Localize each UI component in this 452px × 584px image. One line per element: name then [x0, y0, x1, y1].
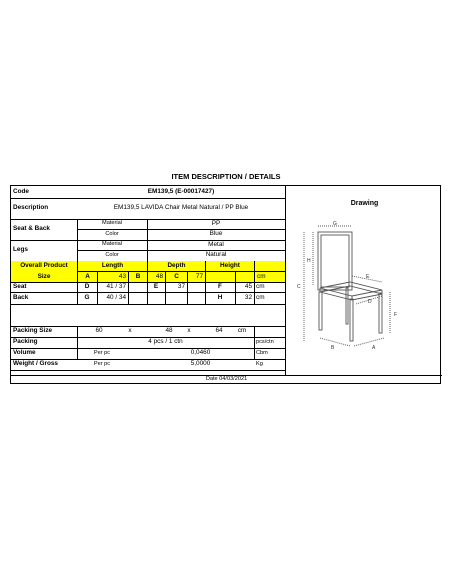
overall-blank-2: [206, 272, 235, 282]
e-value: 37: [177, 282, 185, 290]
dim-e: E: [366, 274, 370, 280]
dim-f: F: [394, 312, 398, 318]
dim-h: H: [307, 258, 311, 264]
packing-unit: pcs/ctn: [256, 338, 274, 345]
weight-unit: Kg: [256, 360, 263, 367]
letter-d: D: [84, 282, 90, 290]
back-label: Back: [13, 293, 29, 301]
weight-value: 5,0000: [190, 360, 211, 368]
volume-per: Per pc: [93, 349, 111, 356]
seat-label: Seat: [13, 282, 27, 290]
drawing-label: Drawing: [350, 200, 379, 207]
letter-h: H: [217, 293, 223, 301]
height-header: Height: [206, 261, 254, 272]
letter-b: B: [129, 272, 147, 282]
packing-height: 64: [215, 327, 223, 335]
back-unit: cm: [256, 293, 265, 301]
description-label: Description: [13, 204, 49, 212]
packing-length: 60: [95, 327, 103, 335]
chair-drawing: [286, 216, 443, 376]
legs-color-label: Color: [105, 251, 119, 258]
letter-f: F: [218, 282, 222, 290]
dim-d: D: [368, 299, 372, 305]
packing-size-label: Packing Size: [13, 327, 53, 335]
dim-g: G: [333, 221, 337, 227]
dim-c: C: [297, 284, 301, 290]
date: Date 04/03/2021: [205, 376, 248, 383]
weight-label: Weight / Gross: [13, 360, 58, 368]
c-value: 77: [188, 272, 205, 282]
h-value: 32: [244, 293, 252, 301]
overall-product-label: Overall Product: [11, 261, 77, 272]
seat-back-color: Blue: [209, 230, 223, 238]
letter-e: E: [153, 282, 159, 290]
letter-g: G: [84, 293, 90, 301]
code-value: EM139,5 (E-00017427): [147, 187, 215, 195]
d-value: 41 / 37: [106, 282, 126, 290]
dim-b: B: [331, 345, 335, 351]
f-value: 45: [244, 282, 252, 290]
length-header: Length: [78, 261, 147, 272]
item-sheet: [10, 185, 441, 384]
legs-material-label: Material: [102, 241, 122, 248]
packing-width: 48: [165, 327, 173, 335]
legs-color: Natural: [205, 251, 227, 259]
packing-x2: x: [187, 327, 191, 335]
letter-a: A: [78, 272, 97, 282]
seat-back-material-label: Material: [102, 220, 122, 227]
packing-size-unit: cm: [237, 327, 247, 335]
weight-per: Per pc: [93, 360, 111, 367]
legs-material: Metal: [208, 240, 224, 248]
description-value: EM139,5 LAVIDA Chair Metal Natural / PP Blue: [113, 204, 249, 212]
volume-value: 0,0460: [190, 349, 211, 357]
volume-label: Volume: [13, 349, 36, 357]
seat-unit: cm: [256, 282, 265, 290]
seat-back-material: PP: [211, 219, 221, 227]
volume-unit: Cbm: [256, 349, 268, 356]
page-title: ITEM DESCRIPTION / DETAILS: [171, 172, 281, 181]
letter-c: C: [166, 272, 187, 282]
g-value: 40 / 34: [106, 293, 126, 301]
depth-header: Depth: [148, 261, 205, 272]
seat-back-label: Seat & Back: [13, 225, 50, 233]
packing-label: Packing: [13, 338, 38, 346]
code-label: Code: [13, 187, 29, 195]
drawing-panel: [285, 186, 442, 376]
packing-x1: x: [128, 327, 132, 335]
b-value: 48: [148, 272, 165, 282]
legs-label: Legs: [13, 246, 28, 254]
a-value: 43: [98, 272, 128, 282]
packing-value: 4 pcs / 1 ctn: [148, 338, 183, 346]
overall-blank-3: [236, 272, 254, 282]
overall-unit: cm: [255, 272, 285, 282]
overall-size-label: Size: [11, 272, 77, 282]
dim-a: A: [372, 345, 376, 351]
seat-back-color-label: Color: [105, 230, 119, 237]
